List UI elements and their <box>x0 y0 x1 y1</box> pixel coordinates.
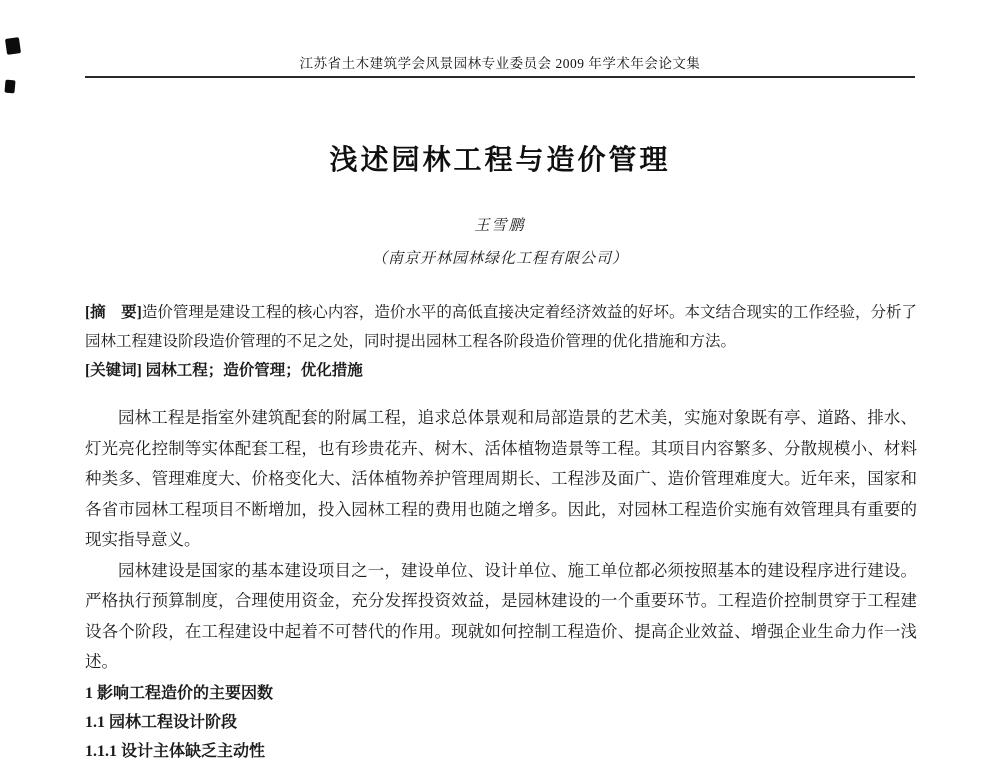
body-paragraph-1: 园林工程是指室外建筑配套的附属工程，追求总体景观和局部造景的艺术美，实施对象既有亭、道路、排水、灯光亮化控制等实体配套工程，也有珍贵花卉、树木、活体植物造景等工程。其项目内容繁多、分散规模小、材料种类多、管理难度大、价格变化大、活体植物养护管理周期长、工程涉及面广、造价管理难度大。近年来，国家和各省市园林工程项目不断增加，投入园林工程的费用也随之增多。因此，对园林工程造价实施有效管理具有重要的现实指导意义。 <box>85 408 917 549</box>
abstract-paragraph <box>85 298 917 356</box>
keywords-paragraph <box>85 356 917 385</box>
body-text <box>85 403 917 760</box>
abstract-section <box>85 298 917 385</box>
paper-title: 浅述园林工程与造价管理 <box>329 145 671 176</box>
author-name: 王雪鹏 <box>474 218 526 234</box>
keywords-label: [关键词] <box>85 362 142 379</box>
section-heading-1-1: 1.1 园林工程设计阶段 <box>85 713 238 731</box>
abstract-label: [摘 要] <box>85 304 142 321</box>
abstract-text: 造价管理是建设工程的核心内容，造价水平的高低直接决定着经济效益的好坏。本文结合现实的工作经验，分析了园林工程建设阶段造价管理的不足之处，同时提出园林工程各阶段造价管理的优化措施和方法。 <box>85 304 917 350</box>
scan-artifact <box>5 37 21 55</box>
section-heading-1: 1 影响工程造价的主要因数 <box>85 684 274 702</box>
section-heading-1-1-1: 1.1.1 设计主体缺乏主动性 <box>85 742 266 760</box>
body-paragraph-2: 园林建设是国家的基本建设项目之一，建设单位、设计单位、施工单位都必须按照基本的建设程序进行建设。严格执行预算制度，合理使用资金，充分发挥投资效益，是园林建设的一个重要环节。工程造价控制贯穿于工程建设各个阶段，在工程建设中起着不可替代的作用。现就如何控制工程造价、提高企业效益、增强企业生命力作一浅述。 <box>85 560 917 671</box>
author-affiliation: （南京开林园林绿化工程有限公司） <box>371 251 628 267</box>
keywords-text: 园林工程；造价管理；优化措施 <box>145 362 363 379</box>
running-header: 江苏省土木建筑学会风景园林专业委员会 2009 年学术年会论文集 <box>299 56 701 71</box>
header-divider <box>85 76 915 78</box>
scan-artifact <box>4 80 15 94</box>
